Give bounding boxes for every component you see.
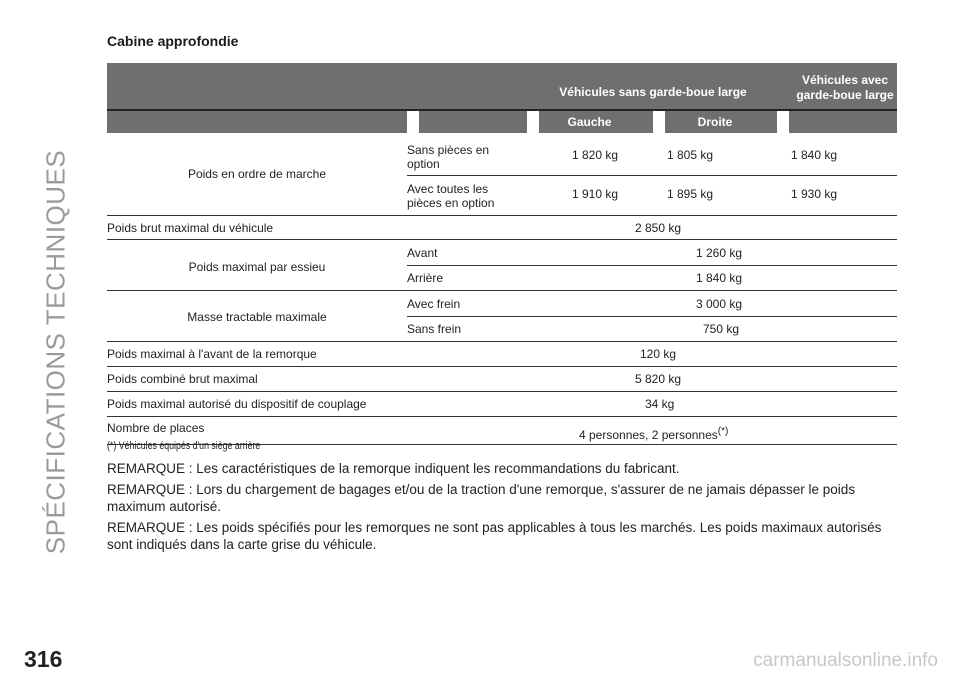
sub-row-value: 3 000 kg: [696, 297, 743, 311]
table-row: [107, 291, 897, 342]
sub-row-label: Sans pièces en option: [407, 143, 490, 171]
row-value: [579, 426, 728, 442]
places-value: 4 personnes, 2 personnes: [579, 428, 718, 442]
header-sans-garde-boue: Véhicules sans garde-boue large: [559, 85, 747, 99]
sub-row-value: 750 kg: [703, 322, 740, 336]
remark-paragraph: REMARQUE : Les caractéristiques de la remorque indiquent les recommandations du fabricant.: [107, 461, 680, 476]
sub-row-label: Arrière: [407, 271, 444, 285]
table-header-row-1: [107, 63, 897, 111]
value-avec: 1 840 kg: [791, 148, 838, 162]
header-droite: Droite: [697, 115, 733, 129]
value-gauche: 1 820 kg: [572, 148, 619, 162]
sub-row-value: 1 840 kg: [696, 271, 743, 285]
row-label: Poids brut maximal du véhicule: [107, 221, 274, 235]
table-row: [107, 133, 897, 216]
table-header-row-2: [107, 111, 897, 133]
sub-row: [407, 265, 897, 291]
row-value: 34 kg: [645, 397, 675, 411]
row-label: Poids combiné brut maximal: [107, 372, 258, 386]
value-droite: 1 895 kg: [667, 187, 714, 201]
remarks: [107, 460, 907, 557]
sub-row-label: Avec frein: [407, 297, 461, 311]
watermark: carmanualsonline.info: [753, 650, 938, 671]
sub-row-label: Avec toutes les pièces en option: [407, 182, 495, 210]
value-droite: 1 805 kg: [667, 148, 714, 162]
sub-row-label: Avant: [407, 246, 438, 260]
value-avec: 1 930 kg: [791, 187, 838, 201]
table-row: [107, 216, 897, 240]
remark-paragraph: REMARQUE : Les poids spécifiés pour les remorques ne sont pas applicables à tous les marchés. Les poids maximaux autorisés sont indiqués dans la carte grise du véhicule.: [107, 520, 882, 552]
row-label: Poids maximal autorisé du dispositif de couplage: [107, 397, 367, 411]
row-label: Nombre de places: [107, 421, 205, 435]
sub-row: [407, 240, 897, 265]
row-value: 120 kg: [640, 347, 677, 361]
header-divider: [407, 111, 419, 133]
sub-row: [407, 175, 897, 216]
footnote-marker: (*): [717, 426, 729, 437]
sub-row: [407, 316, 897, 342]
remark-paragraph: REMARQUE : Lors du chargement de bagages et/ou de la traction d'une remorque, s'assurer de ne jamais dépasser le poids maximum autorisé.: [107, 482, 856, 514]
table-row: [107, 367, 897, 392]
row-label: Masse tractable maximale: [187, 310, 327, 324]
sub-row-value: 1 260 kg: [696, 246, 743, 260]
row-value: 5 820 kg: [635, 372, 682, 386]
table-row: [107, 342, 897, 367]
section-side-label: SPÉCIFICATIONS TECHNIQUES: [40, 149, 71, 555]
table-row: [107, 240, 897, 291]
row-label: Poids maximal par essieu: [188, 260, 326, 274]
value-gauche: 1 910 kg: [572, 187, 619, 201]
footnote: (*) Véhicules équipés d'un siège arrière: [107, 440, 261, 452]
sub-row-label: Sans frein: [407, 322, 462, 336]
table-row: [107, 392, 897, 417]
header-gauche: Gauche: [567, 115, 612, 129]
page-number: 316: [24, 646, 63, 672]
specs-table: [107, 63, 897, 445]
row-label: Poids maximal à l'avant de la remorque: [107, 347, 317, 361]
sub-row: [407, 133, 897, 175]
header-avec-garde-boue: Véhicules avec garde-boue large: [796, 73, 894, 102]
header-divider: [777, 111, 789, 133]
sub-row: [407, 291, 897, 316]
section-title: Cabine approfondie: [107, 33, 239, 49]
header-divider: [653, 111, 665, 133]
row-label: Poids en ordre de marche: [187, 167, 327, 181]
row-value: 2 850 kg: [635, 221, 682, 235]
